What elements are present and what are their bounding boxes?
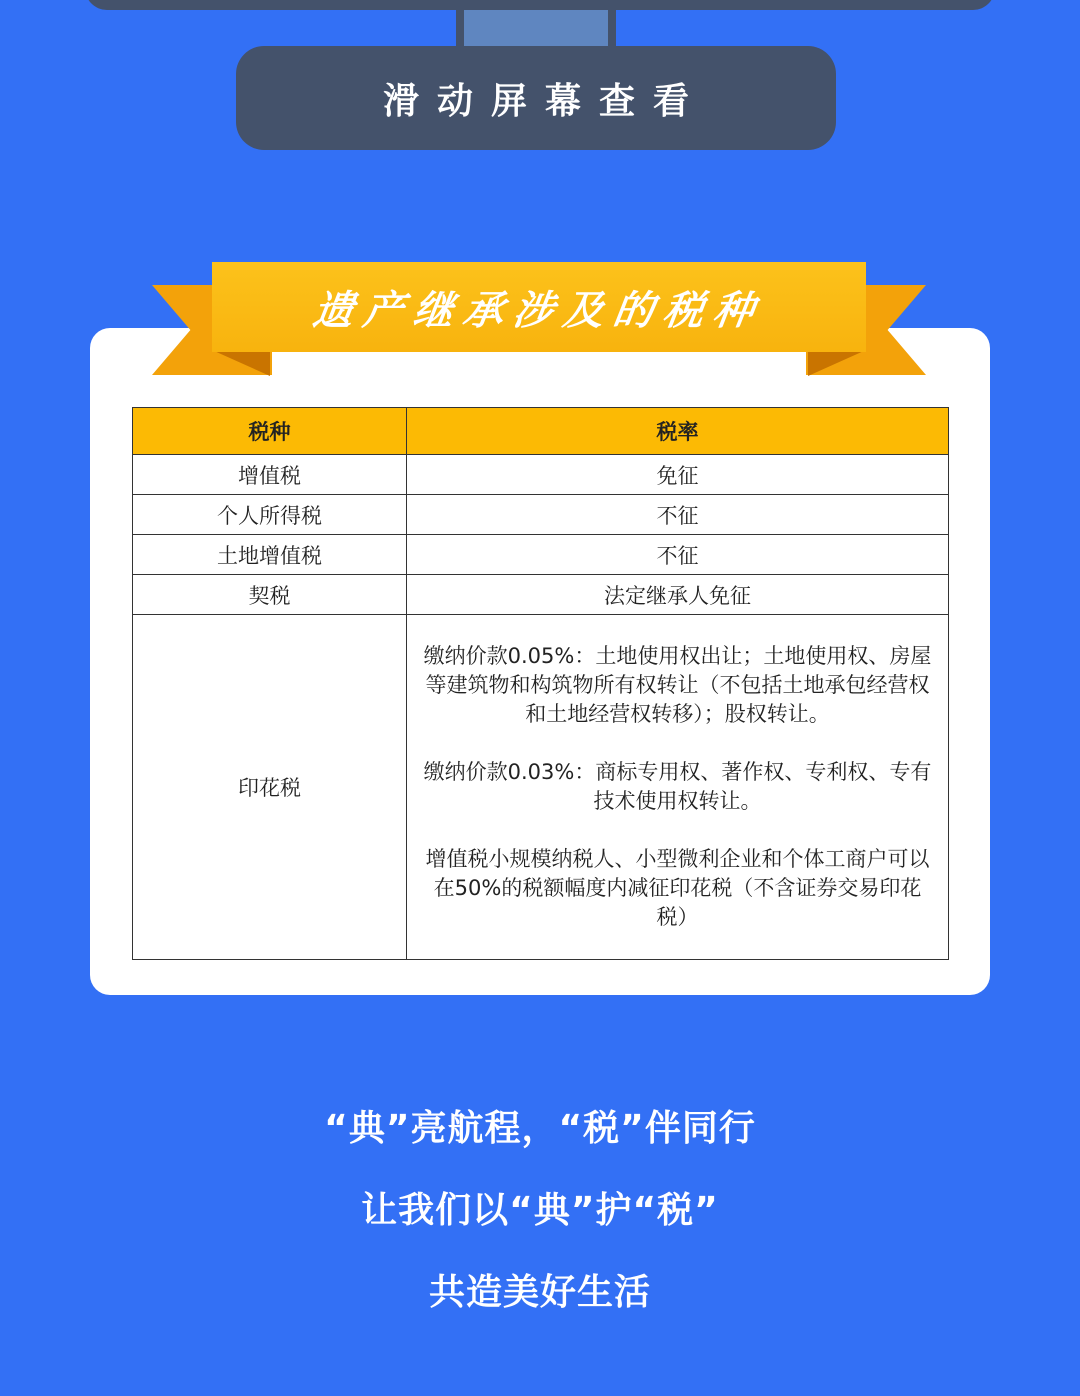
- tax-rate-cell: 不征: [407, 495, 949, 535]
- tax-rate-cell-multi: [407, 615, 949, 960]
- banner-title: 遗产继承涉及的税种: [310, 287, 767, 334]
- column-header-tax-rate: 税率: [407, 408, 949, 455]
- tax-rate-cell: 不征: [407, 535, 949, 575]
- tax-rate-cell: 法定继承人免征: [407, 575, 949, 615]
- table-row: [133, 455, 949, 495]
- tax-type-cell: 增值税: [133, 455, 407, 495]
- ribbon-banner: [212, 262, 866, 352]
- rate-paragraph: 缴纳价款0.05%：土地使用权出让；土地使用权、房屋等建筑物和构筑物所有权转让（不包括土地承包经营权和土地经营权转移）；股权转让。: [423, 644, 932, 726]
- table-header-row: [133, 408, 949, 455]
- scroll-hint-banner: [236, 46, 836, 150]
- monitor-neck-inner: [464, 10, 608, 46]
- tax-type-cell: 印花税: [133, 615, 407, 960]
- scroll-hint-text: 滑动屏幕查看: [382, 80, 707, 122]
- table-row: [133, 535, 949, 575]
- column-header-tax-type: 税种: [133, 408, 407, 455]
- table-row: [133, 495, 949, 535]
- slogan-line-3: 共造美好生活: [428, 1272, 651, 1313]
- tax-type-cell: 契税: [133, 575, 407, 615]
- table-row-stamp-duty: [133, 615, 949, 960]
- monitor-base: [85, 0, 995, 10]
- tax-type-cell: 土地增值税: [133, 535, 407, 575]
- tax-table: [132, 407, 949, 960]
- slogan-line-2: 让我们以“典”护“税”: [361, 1190, 719, 1231]
- slogan-line-1: “典”亮航程，“税”伴同行: [324, 1108, 756, 1149]
- rate-paragraph: 增值税小规模纳税人、小型微利企业和个体工商户可以在50%的税额幅度内减征印花税（不含证券交易印花税）: [425, 847, 930, 929]
- tax-type-cell: 个人所得税: [133, 495, 407, 535]
- table-row: [133, 575, 949, 615]
- tax-rate-cell: 免征: [407, 455, 949, 495]
- rate-paragraph: 缴纳价款0.03%：商标专用权、著作权、专利权、专有技术使用权转让。: [423, 760, 932, 813]
